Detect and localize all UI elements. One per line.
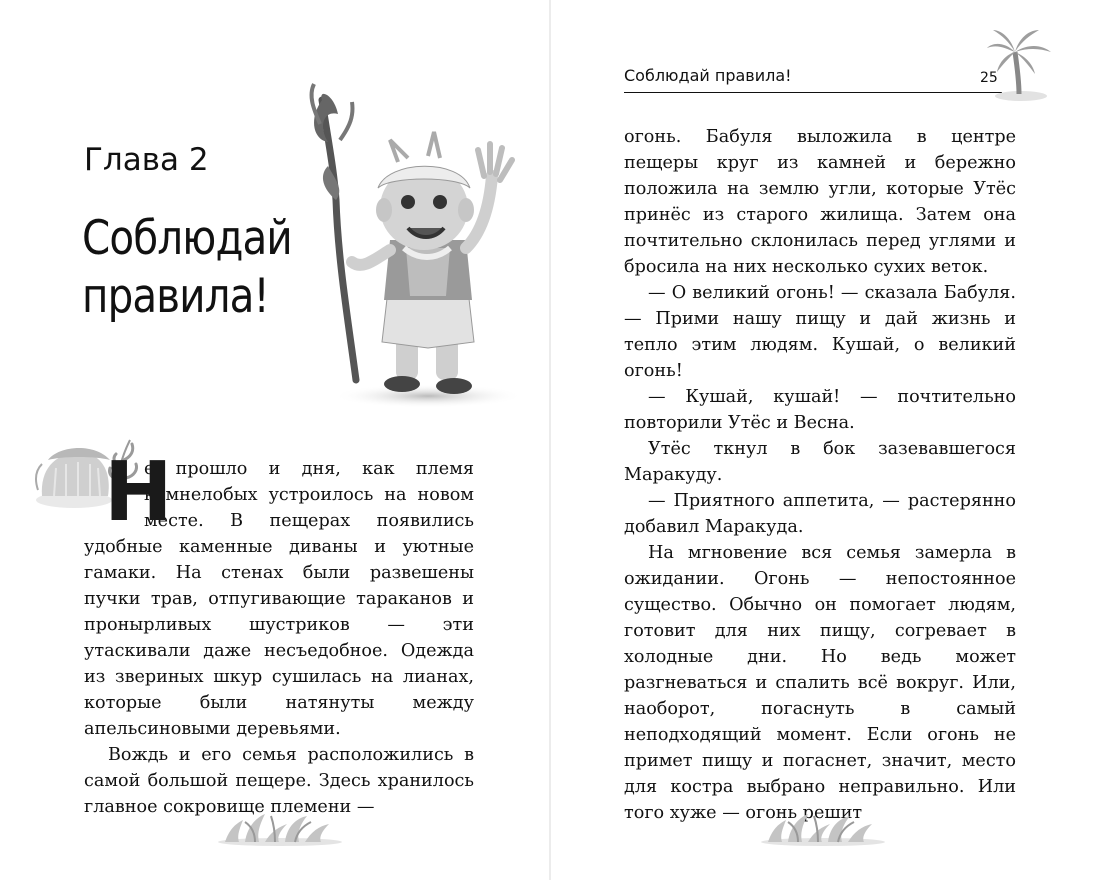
right-page-text (624, 124, 1016, 826)
dropcap (84, 445, 173, 540)
palm-tree-icon (985, 26, 1055, 102)
page-number: 25 (980, 70, 998, 86)
paragraph: Утёс ткнул в бок зазевавшегося Маракуду. (624, 439, 1016, 485)
header-rule (624, 92, 1002, 93)
chapter-title: Соблюдай правила! (82, 211, 292, 324)
paragraph: огонь. Бабуля выложила в центре пещеры круг из камней и бережно положила на землю угли, которые Утёс принёс из старого жилища. Затем она почтительно склонилась перед углями и бросила на них несколько сухих веток. (624, 127, 1016, 277)
chapter-label: Глава 2 (84, 142, 209, 178)
tribal-character-with-staff-icon (278, 80, 530, 410)
paragraph: — Приятного аппетита, — растерянно добавил Маракуда. (624, 491, 1016, 537)
paragraph: е прошло и дня, как племя камнелобых устроилось на новом месте. В пещерах появились удобные каменные диваны и уютные гамаки. На стенах были развешены пучки трав, отпугивающие тараканов и пронырливых шустриков — эти утаскивали даже несъедобное. Одежда из звериных шкур сушилась на лианах, которые были натянуты между апельсиновыми деревьями. (84, 459, 474, 739)
running-head: Соблюдай правила! (624, 66, 792, 85)
dropcap-letter: Н (104, 445, 173, 540)
paragraph: — Кушай, кушай! — почтительно повторили Утёс и Весна. (624, 387, 1016, 433)
grass-ornament-icon (215, 810, 345, 846)
left-page-text (84, 445, 474, 820)
paragraph: — О великий огонь! — сказала Бабуля. — Прими нашу пищу и дай жизнь и тепло этим людям. Кушай, о великий огонь! (624, 283, 1016, 381)
paragraph: На мгновение вся семья замерла в ожидании. Огонь — непостоянное существо. Обычно он помогает людям, готовит для них пищу, согревает в холодные дни. Но ведь может разгневаться и спалить всё вокруг. Или, наоборот, погаснуть в самый неподходящий момент. Если огонь не примет пищу и погаснет, значит, место для костра выбрано неправильно. Или того хуже — огонь решит (624, 543, 1016, 823)
grass-ornament-icon (758, 810, 888, 846)
paragraph: Вождь и его семья расположились в самой большой пещере. Здесь хранилось главное сокровище племени — (84, 745, 474, 817)
